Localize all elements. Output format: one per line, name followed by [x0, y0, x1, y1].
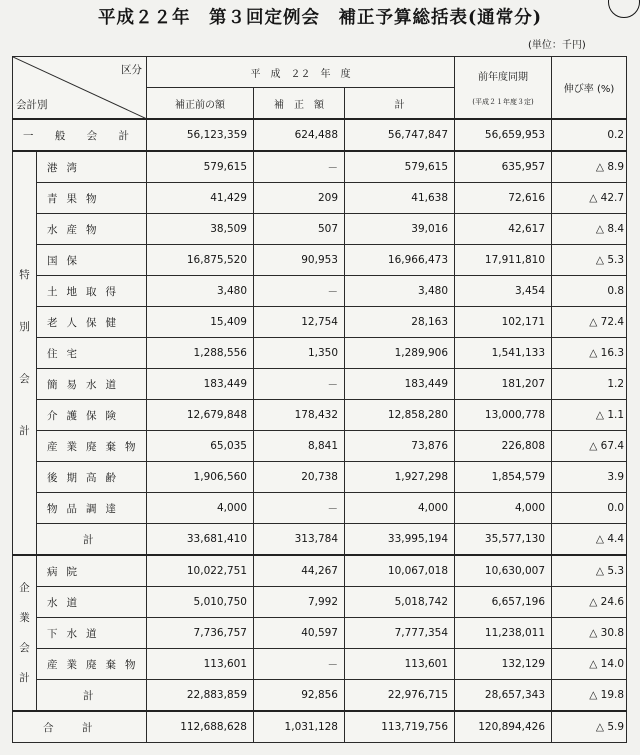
table-row	[13, 369, 627, 400]
cell-total: 113,719,756	[345, 711, 455, 743]
cell-amount: 20,738	[254, 462, 345, 493]
cell-before: 15,409	[147, 307, 254, 338]
cell-prev: 56,659,953	[455, 119, 552, 151]
cell-prev: 635,957	[455, 151, 552, 183]
table-row	[13, 493, 627, 524]
row-label: 水産物	[37, 214, 147, 245]
cell-prev: 13,000,778	[455, 400, 552, 431]
cell-growth: 0.2	[552, 119, 627, 151]
cell-before: 10,022,751	[147, 555, 254, 587]
row-label: 土地取得	[37, 276, 147, 307]
cell-total: 10,067,018	[345, 555, 455, 587]
table-row	[13, 462, 627, 493]
col-total-header: 計	[345, 88, 455, 120]
cell-before: 112,688,628	[147, 711, 254, 743]
cell-growth: △ 8.4	[552, 214, 627, 245]
period-header: 平 成 ２２ 年 度	[147, 57, 455, 88]
table-row	[13, 649, 627, 680]
cell-prev: 6,657,196	[455, 587, 552, 618]
group-label-char: 計	[19, 425, 30, 437]
cell-total: 1,289,906	[345, 338, 455, 369]
row-label: 物品調達	[37, 493, 147, 524]
row-label: 老人保健	[37, 307, 147, 338]
cell-total: 28,163	[345, 307, 455, 338]
row-label: 病院	[37, 555, 147, 587]
row-label: 水道	[37, 587, 147, 618]
cell-before: 16,875,520	[147, 245, 254, 276]
cell-growth: △ 8.9	[552, 151, 627, 183]
group-label-char: 会	[19, 642, 30, 654]
cell-growth: △ 1.1	[552, 400, 627, 431]
row-label: 国保	[37, 245, 147, 276]
table-row	[13, 618, 627, 649]
cell-amount: 1,350	[254, 338, 345, 369]
budget-summary-table	[12, 56, 627, 743]
header-row-1	[13, 57, 627, 88]
cell-total: 3,480	[345, 276, 455, 307]
cell-prev: 102,171	[455, 307, 552, 338]
cell-amount: 44,267	[254, 555, 345, 587]
cell-growth: △ 16.3	[552, 338, 627, 369]
prev-year-header	[455, 57, 552, 120]
cell-amount: 40,597	[254, 618, 345, 649]
cell-amount: 7,992	[254, 587, 345, 618]
table-row	[13, 431, 627, 462]
cell-growth: △ 5.3	[552, 555, 627, 587]
table-row	[13, 307, 627, 338]
cell-amount: 178,432	[254, 400, 345, 431]
section-group-label	[13, 555, 37, 711]
group-label-char: 特	[19, 269, 30, 281]
cell-prev: 72,616	[455, 183, 552, 214]
cell-total: 579,615	[345, 151, 455, 183]
cell-growth: △ 4.4	[552, 524, 627, 556]
table-row	[13, 183, 627, 214]
row-label: 簡易水道	[37, 369, 147, 400]
cell-amount: －	[254, 493, 345, 524]
corner-header-cell	[13, 57, 147, 120]
row-label: 後期高齢	[37, 462, 147, 493]
cell-growth: △ 72.4	[552, 307, 627, 338]
corner-bottom-label: 会計別	[16, 99, 48, 111]
row-label: 計	[37, 524, 147, 556]
row-label: 計	[37, 680, 147, 712]
cell-growth: 3.9	[552, 462, 627, 493]
cell-before: 183,449	[147, 369, 254, 400]
cell-prev: 4,000	[455, 493, 552, 524]
cell-amount: －	[254, 649, 345, 680]
table-row	[13, 276, 627, 307]
cell-before: 5,010,750	[147, 587, 254, 618]
cell-prev: 3,454	[455, 276, 552, 307]
col-amount-header: 補 正 額	[254, 88, 345, 120]
cell-amount: －	[254, 369, 345, 400]
cell-prev: 11,238,011	[455, 618, 552, 649]
cell-before: 65,035	[147, 431, 254, 462]
cell-total: 113,601	[345, 649, 455, 680]
row-label: 産業廃棄物	[37, 431, 147, 462]
table-row	[13, 587, 627, 618]
cell-prev: 42,617	[455, 214, 552, 245]
group-label-char: 会	[19, 373, 30, 385]
cell-prev: 28,657,343	[455, 680, 552, 712]
cell-growth: △ 5.3	[552, 245, 627, 276]
cell-total: 7,777,354	[345, 618, 455, 649]
cell-total: 4,000	[345, 493, 455, 524]
cell-amount: 90,953	[254, 245, 345, 276]
cell-growth: 0.0	[552, 493, 627, 524]
cell-growth: △ 24.6	[552, 587, 627, 618]
cell-before: 38,509	[147, 214, 254, 245]
section-group-label	[13, 151, 37, 555]
table-row	[13, 151, 627, 183]
subtotal-row	[13, 524, 627, 556]
cell-amount: 313,784	[254, 524, 345, 556]
cell-amount: 507	[254, 214, 345, 245]
cell-prev: 17,911,810	[455, 245, 552, 276]
cell-total: 41,638	[345, 183, 455, 214]
cell-growth: △ 14.0	[552, 649, 627, 680]
row-label: 港湾	[37, 151, 147, 183]
cell-total: 5,018,742	[345, 587, 455, 618]
group-label-char: 業	[19, 612, 30, 624]
row-label: 介護保険	[37, 400, 147, 431]
group-label-char: 計	[19, 672, 30, 684]
cell-amount: －	[254, 276, 345, 307]
cell-before: 3,480	[147, 276, 254, 307]
cell-total: 33,995,194	[345, 524, 455, 556]
unit-note: (単位：千円)	[528, 40, 586, 51]
cell-growth: △ 30.8	[552, 618, 627, 649]
cell-prev: 226,808	[455, 431, 552, 462]
table-row	[13, 214, 627, 245]
cell-before: 33,681,410	[147, 524, 254, 556]
cell-amount: 624,488	[254, 119, 345, 151]
cell-total: 39,016	[345, 214, 455, 245]
cell-growth: 1.2	[552, 369, 627, 400]
group-label-char: 企	[19, 582, 30, 594]
cell-total: 22,976,715	[345, 680, 455, 712]
cell-prev: 10,630,007	[455, 555, 552, 587]
row-label: 一 般 会 計	[13, 119, 147, 151]
general-row	[13, 119, 627, 151]
cell-prev: 120,894,426	[455, 711, 552, 743]
prev-year-label: 前年度同期	[478, 72, 529, 83]
group-label-char: 別	[19, 321, 30, 333]
cell-growth: △ 42.7	[552, 183, 627, 214]
cell-total: 12,858,280	[345, 400, 455, 431]
special-section	[13, 151, 627, 555]
prev-year-sublabel: (平成２１年度３定)	[472, 98, 534, 106]
cell-total: 1,927,298	[345, 462, 455, 493]
cell-before: 56,123,359	[147, 119, 254, 151]
subtotal-row	[13, 680, 627, 712]
cell-prev: 181,207	[455, 369, 552, 400]
row-label: 下水道	[37, 618, 147, 649]
cell-total: 73,876	[345, 431, 455, 462]
row-label: 産業廃棄物	[37, 649, 147, 680]
cell-before: 4,000	[147, 493, 254, 524]
cell-prev: 132,129	[455, 649, 552, 680]
cell-before: 113,601	[147, 649, 254, 680]
cell-before: 41,429	[147, 183, 254, 214]
table-row	[13, 245, 627, 276]
row-label: 合 計	[13, 711, 147, 743]
grand-total-row	[13, 711, 627, 743]
cell-growth: △ 67.4	[552, 431, 627, 462]
cell-amount: 1,031,128	[254, 711, 345, 743]
cell-before: 1,288,556	[147, 338, 254, 369]
corner-top-label: 区分	[121, 64, 142, 76]
cell-amount: －	[254, 151, 345, 183]
cell-prev: 1,541,133	[455, 338, 552, 369]
table-row	[13, 400, 627, 431]
cell-prev: 1,854,579	[455, 462, 552, 493]
cell-prev: 35,577,130	[455, 524, 552, 556]
enterprise-section	[13, 555, 627, 711]
cell-before: 12,679,848	[147, 400, 254, 431]
row-label: 住宅	[37, 338, 147, 369]
table-row	[13, 555, 627, 587]
cell-amount: 92,856	[254, 680, 345, 712]
cell-growth: 0.8	[552, 276, 627, 307]
col-before-header: 補正前の額	[147, 88, 254, 120]
table-row	[13, 338, 627, 369]
cell-total: 183,449	[345, 369, 455, 400]
cell-before: 22,883,859	[147, 680, 254, 712]
cell-total: 56,747,847	[345, 119, 455, 151]
growth-header: 伸び率 (%)	[552, 57, 627, 120]
cell-amount: 8,841	[254, 431, 345, 462]
cell-before: 7,736,757	[147, 618, 254, 649]
cell-growth: △ 5.9	[552, 711, 627, 743]
page-title: 平成２２年 第３回定例会 補正予算総括表(通常分)	[97, 8, 543, 28]
cell-before: 1,906,560	[147, 462, 254, 493]
cell-amount: 12,754	[254, 307, 345, 338]
cell-total: 16,966,473	[345, 245, 455, 276]
cell-amount: 209	[254, 183, 345, 214]
row-label: 青果物	[37, 183, 147, 214]
cell-growth: △ 19.8	[552, 680, 627, 712]
cell-before: 579,615	[147, 151, 254, 183]
